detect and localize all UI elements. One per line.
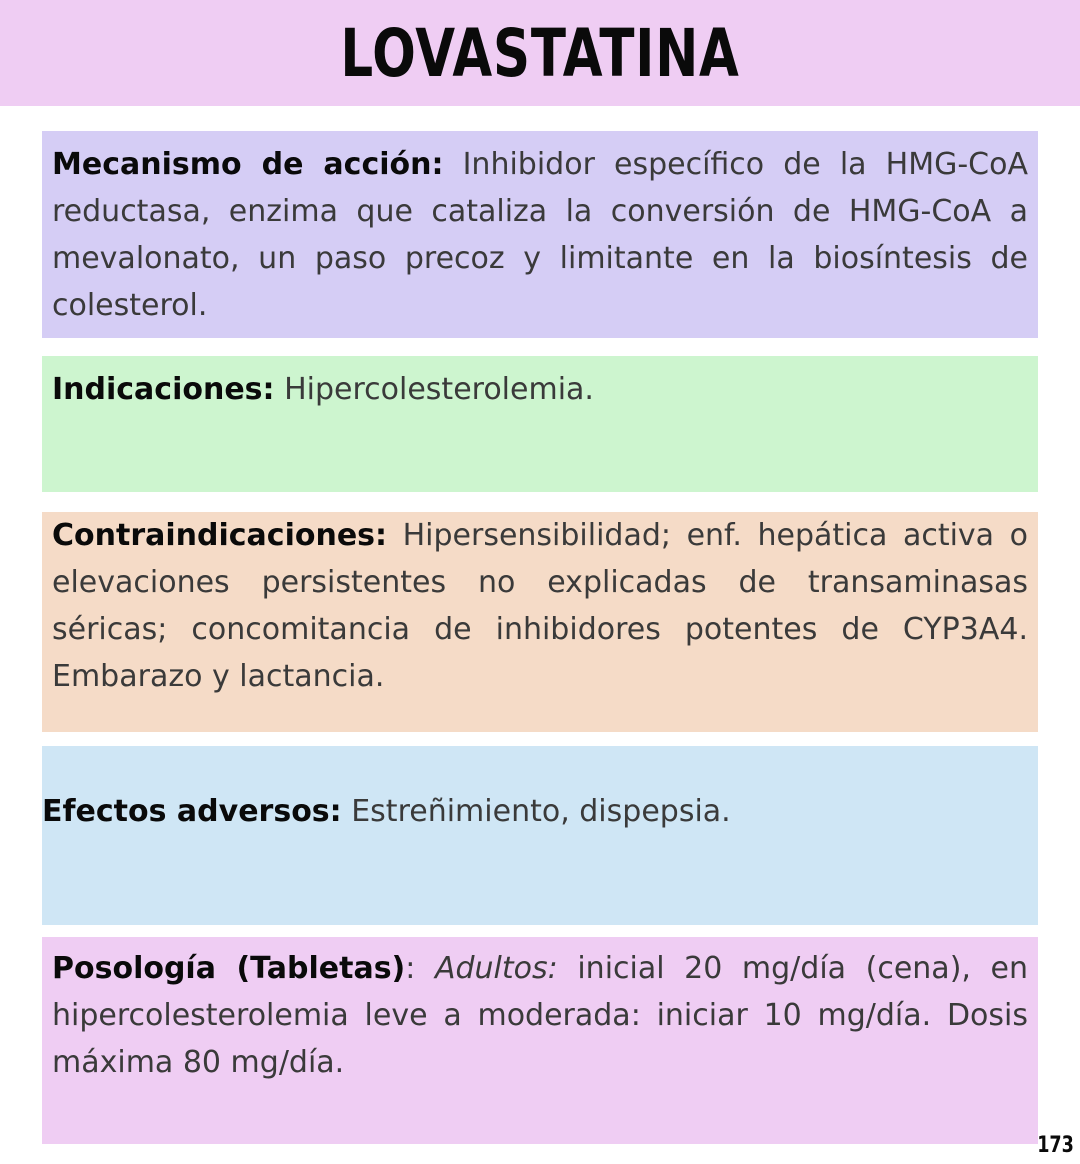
posologia-colon: : (405, 951, 416, 986)
contraindicaciones-label: Contraindicaciones: (52, 518, 388, 553)
posologia-adultos: Adultos: (434, 951, 558, 986)
contraindicaciones-section (42, 512, 1038, 732)
mecanismo-section (42, 131, 1038, 338)
efectos-section (42, 746, 1038, 925)
efectos-text: Estreñimiento, dispepsia. (351, 794, 731, 829)
indicaciones-section (42, 356, 1038, 492)
contraindicaciones-text: Hipersensibilidad; enf. hepática activa o elevaciones persistentes no explicadas de transaminasas séricas; concomitancia de inhibidores potentes de CYP3A4. Embarazo y lactancia. (52, 518, 1028, 694)
efectos-label: Efectos adversos: (42, 794, 342, 829)
indicaciones-label: Indicaciones: (52, 372, 275, 407)
posologia-section (42, 937, 1038, 1144)
mecanismo-label: Mecanismo de acción: (52, 147, 444, 182)
indicaciones-text: Hipercolesterolemia. (284, 372, 594, 407)
posologia-label: Posología (Tabletas) (52, 951, 406, 986)
posologia-text: inicial 20 mg/día (cena), en hipercolesterolemia leve a moderada: iniciar 10 mg/día. Dosis máxima 80 mg/día. (52, 951, 1028, 1080)
mecanismo-text: Inhibidor específico de la HMG-CoA reductasa, enzima que cataliza la conversión de HMG-CoA a mevalonato, un paso precoz y limitante en la biosíntesis de colesterol. (52, 147, 1028, 323)
title-banner (0, 0, 1080, 106)
page-title: LOVASTATINA (340, 15, 740, 92)
page-number: 173 (1037, 1133, 1074, 1158)
